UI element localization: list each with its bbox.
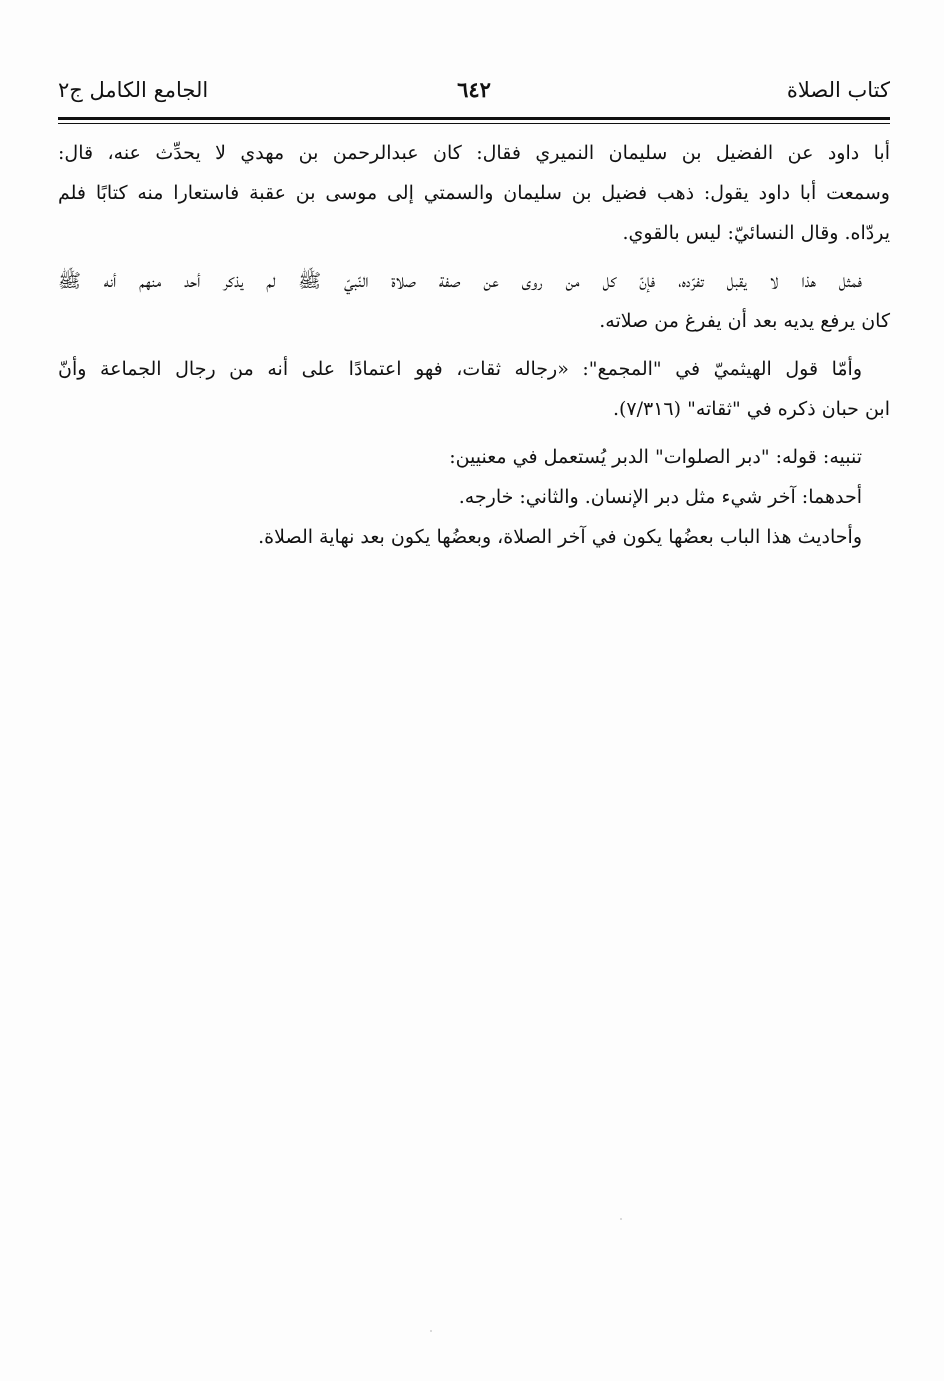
- volume-title: الجامع الكامل ج٢: [58, 78, 209, 102]
- text-line: وسمعت أبا داود يقول: ذهب فضيل بن سليمان والسمتي إلى موسى بن عقبة فاستعارا منه كتابًا فلم: [58, 182, 890, 204]
- running-header: [58, 70, 890, 110]
- text-line: وأمّا قول الهيثميّ في "المجمع": «رجاله ثقات، فهو اعتمادًا على أنه من رجال الجماعة وأنّ: [58, 358, 862, 380]
- header-rule-thick: [58, 117, 890, 120]
- paragraph: [58, 517, 890, 557]
- paragraph: [58, 133, 890, 253]
- text-line: وأحاديث هذا الباب بعضُها يكون في آخر الصلاة، وبعضُها يكون بعد نهاية الصلاة.: [258, 526, 862, 548]
- paragraph: [58, 437, 890, 477]
- text-line: يردّاه. وقال النسائيّ: ليس بالقوي.: [622, 222, 890, 244]
- text-line: تنبيه: قوله: "دبر الصلوات" الدبر يُستعمل في معنيين:: [449, 446, 862, 468]
- book-title: كتاب الصلاة: [786, 78, 890, 102]
- page-body: [58, 133, 890, 557]
- scan-speck: [430, 1330, 432, 1332]
- paragraph: [58, 349, 890, 429]
- page-number: ٦٤٢: [457, 77, 491, 102]
- paragraph: [58, 477, 890, 517]
- text-line: أحدهما: آخر شيء مثل دبر الإنسان. والثاني: خارجه.: [458, 486, 862, 508]
- text-line: أبا داود عن الفضيل بن سليمان النميري فقال: كان عبدالرحمن بن مهدي لا يحدِّث عنه، قال:: [58, 142, 890, 164]
- text-line: ابن حبان ذكره في "ثقاته" (٧/٣١٦).: [612, 398, 890, 420]
- text-line: كان يرفع يديه بعد أن يفرغ من صلاته.: [599, 310, 890, 332]
- header-rule-thin: [58, 123, 890, 124]
- text-line: فمثل هذا لا يقبل تفرّده، فإنّ كل من روى عن صفة صلاة النّبيّ ﷺ لم يذكر أحد منهم أنه ﷺ: [58, 270, 862, 292]
- scan-speck: [620, 1218, 622, 1220]
- paragraph: [58, 261, 890, 341]
